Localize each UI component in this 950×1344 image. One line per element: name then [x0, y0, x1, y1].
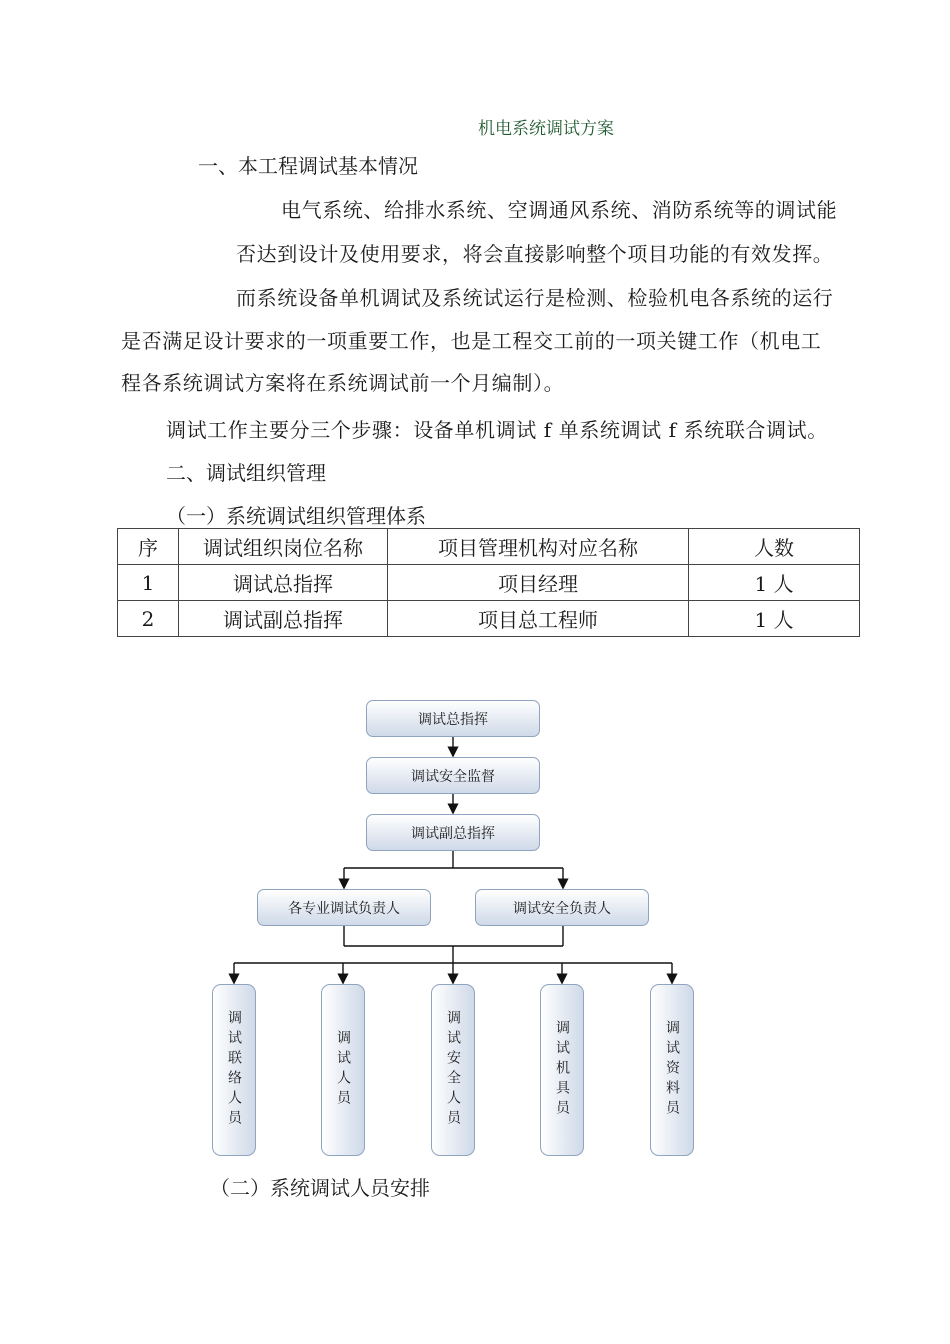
- org-box-records-staff: 调试资料员: [650, 984, 694, 1156]
- table-header-cell: 项目管理机构对应名称: [388, 529, 689, 565]
- org-box-discipline-leads: 各专业调试负责人: [257, 889, 431, 926]
- org-box-liaison-staff: 调试联络人员: [212, 984, 256, 1156]
- table-header-cell: 调试组织岗位名称: [179, 529, 388, 565]
- table-cell: 1 人: [689, 565, 860, 601]
- table-header-cell: 人数: [689, 529, 860, 565]
- org-box-safety-supervisor: 调试安全监督: [366, 757, 540, 794]
- org-box-equipment-staff: 调试机具员: [540, 984, 584, 1156]
- section-heading-2: 二、调试组织管理: [166, 461, 326, 485]
- org-box-safety-staff: 调试安全人员: [431, 984, 475, 1156]
- paragraph-1-line-2: 否达到设计及使用要求，将会直接影响整个项目功能的有效发挥。: [236, 242, 834, 266]
- paragraph-2-line-3: 程各系统调试方案将在系统调试前一个月编制）。: [121, 371, 565, 395]
- paragraph-2-line-2: 是否满足设计要求的一项重要工作，也是工程交工前的一项关键工作（机电工: [121, 329, 822, 353]
- table-header-cell: 序: [118, 529, 179, 565]
- table-cell: 调试副总指挥: [179, 601, 388, 637]
- org-box-commissioning-staff: 调试人员: [321, 984, 365, 1156]
- table-cell: 2: [118, 601, 179, 637]
- table-cell: 项目总工程师: [388, 601, 689, 637]
- page-title: 机电系统调试方案: [478, 119, 614, 139]
- org-box-deputy-commander: 调试副总指挥: [366, 814, 540, 851]
- table-cell: 项目经理: [388, 565, 689, 601]
- subsection-heading-2: （二）系统调试人员安排: [210, 1176, 430, 1200]
- org-box-chief-commander: 调试总指挥: [366, 700, 540, 737]
- subsection-heading-1: （一）系统调试组织管理体系: [166, 504, 426, 528]
- table-cell: 1 人: [689, 601, 860, 637]
- paragraph-2-line-1: 而系统设备单机调试及系统试运行是检测、检验机电各系统的运行: [236, 286, 834, 310]
- table-cell: 1: [118, 565, 179, 601]
- paragraph-3: 调试工作主要分三个步骤：设备单机调试 f 单系统调试 f 系统联合调试。: [166, 418, 828, 442]
- paragraph-1-line-1: 电气系统、给排水系统、空调通风系统、消防系统等的调试能: [281, 198, 838, 222]
- org-box-safety-lead: 调试安全负责人: [475, 889, 649, 926]
- table-cell: 调试总指挥: [179, 565, 388, 601]
- section-heading-1: 一、本工程调试基本情况: [198, 154, 418, 178]
